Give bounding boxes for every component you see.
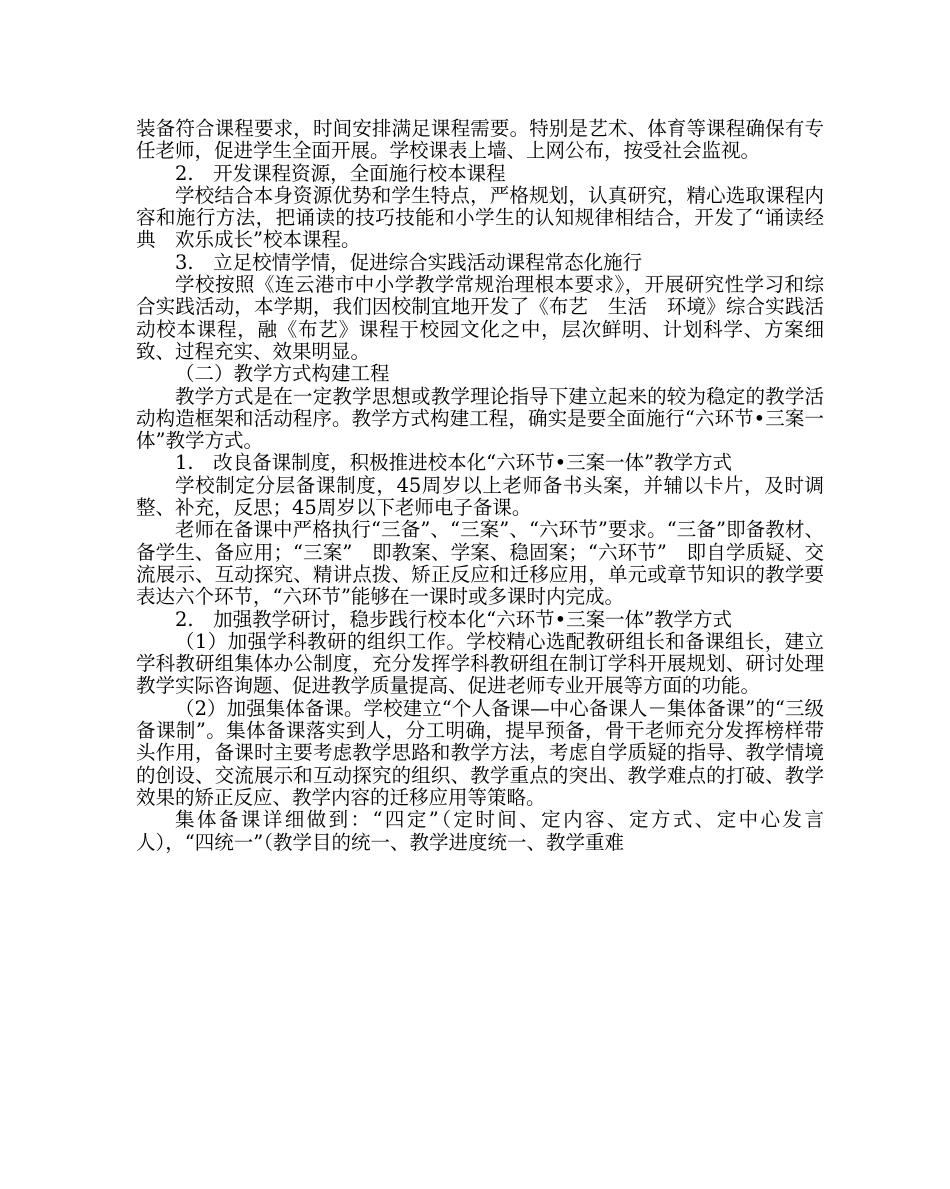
paragraph: （2）加强集体备课。学校建立“个人备课—中心备课人－集体备课”的“三级备课制”。集体备课落实到人，分工明确，提早预备，骨干老师充分发挥榜样带头作用，备课时主要考虑教学思路和教学方法，考虑自学质疑的指导、教学情境的创设、交流展示和互动探究的组织、教学重点的突出、教学难点的打破、教学效果的矫正反应、教学内容的迁移应用等策略。 bbox=[136, 696, 824, 809]
heading-item-2: 2. 开发课程资源，全面施行校本课程 bbox=[175, 161, 506, 185]
paragraph: 学校结合本身资源优势和学生特点，严格规划，认真研究，精心选取课程内容和施行方法，把诵读的技巧技能和小学生的认知规律相结合，开发了“诵读经典 欢乐成长”校本课程。 bbox=[136, 183, 824, 252]
paragraph: （1）加强学科教研的组织工作。学校精心选配教研组长和备课组长，建立学科教研组集体办公制度，充分发挥学科教研组在制订学科开展规划、研讨处理教学实际咨询题、促进教学质量提高、促进老师专业开展等方面的功能。 bbox=[136, 629, 824, 698]
section-heading: （二）教学方式构建工程 bbox=[175, 362, 390, 386]
paragraph: 学校按照《连云港市中小学教学常规治理根本要求》，开展研究性学习和综合实践活动，本学期，我们因校制宜地开发了《布艺 生活 环境》综合实践活动校本课程，融《布艺》课程于校园文化之中，层次鲜明、计划科学、方案细致、过程充实、效果明显。 bbox=[136, 273, 824, 363]
document-body bbox=[136, 118, 824, 854]
heading-item-2: 2. 加强教学研讨，稳步践行校本化“六环节•三案一体”教学方式 bbox=[175, 607, 733, 631]
paragraph: 集体备课详细做到：“四定”（定时间、定内容、定方式、定中心发言人），“四统一”（教学目的统一、教学进度统一、教学重难 bbox=[136, 808, 824, 854]
paragraph: 老师在备课中严格执行“三备”、“三案”、“六环节”要求。“三备”即备教材、备学生、备应用；“三案” 即教案、学案、稳固案；“六环节” 即自学质疑、交流展示、互动探究、精讲点拨、矫正反应和迁移应用，单元或章节知识的教学要表达六个环节，“六环节”能够在一课时或多课时内完成。 bbox=[136, 518, 824, 609]
paragraph: 学校制定分层备课制度，45周岁以上老师备书头案，并辅以卡片，及时调整、补充，反思；45周岁以下老师电子备课。 bbox=[136, 473, 824, 520]
paragraph-continuation: 装备符合课程要求，时间安排满足课程需要。特别是艺术、体育等课程确保有专任老师，促进学生全面开展。学校课表上墙、上网公布，按受社会监视。 bbox=[136, 117, 824, 163]
heading-item-1: 1. 改良备课制度，积极推进校本化“六环节•三案一体”教学方式 bbox=[175, 451, 733, 475]
paragraph: 教学方式是在一定教学思想或教学理论指导下建立起来的较为稳定的教学活动构造框架和活动程序。教学方式构建工程，确实是要全面施行“六环节•三案一体”教学方式。 bbox=[136, 384, 824, 453]
heading-item-3: 3. 立足校情学情，促进综合实践活动课程常态化施行 bbox=[175, 250, 643, 274]
